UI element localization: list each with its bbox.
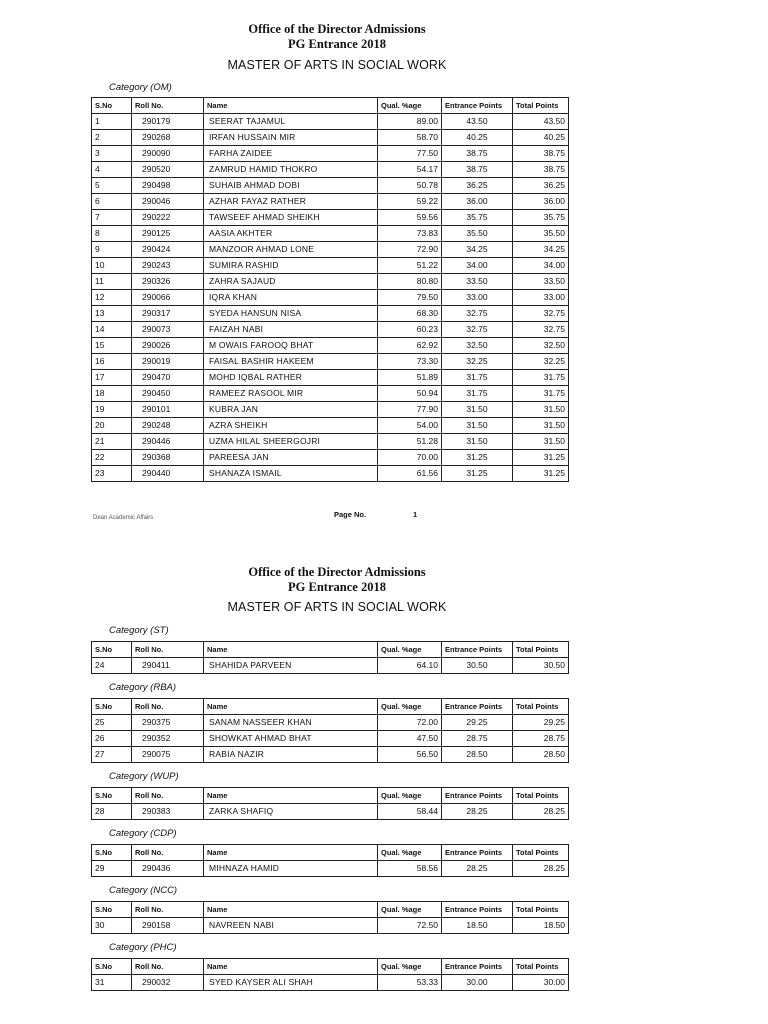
qual-cell: 53.33 — [378, 975, 442, 991]
name-cell: AZHAR FAYAZ RATHER — [204, 194, 378, 210]
sno-cell: 1 — [92, 114, 132, 130]
roll-cell: 290046 — [132, 194, 204, 210]
category-label: Category (OM) — [109, 82, 172, 93]
roll-cell: 290326 — [132, 274, 204, 290]
roll-cell: 290375 — [132, 715, 204, 731]
entrance-cell: 31.25 — [442, 466, 513, 482]
table-row — [92, 226, 569, 242]
merit-table — [91, 901, 569, 934]
name-cell: IQRA KHAN — [204, 290, 378, 306]
entrance-cell: 28.50 — [442, 747, 513, 763]
qual-cell: 59.22 — [378, 194, 442, 210]
total-cell: 29.25 — [513, 715, 569, 731]
roll-cell: 290026 — [132, 338, 204, 354]
total-cell: 38.75 — [513, 162, 569, 178]
col-header: Name — [204, 845, 378, 861]
name-cell: SYEDA HANSUN NISA — [204, 306, 378, 322]
entrance-cell: 38.75 — [442, 162, 513, 178]
roll-cell: 290317 — [132, 306, 204, 322]
qual-cell: 47.50 — [378, 731, 442, 747]
merit-table-body — [92, 98, 569, 482]
sno-cell: 14 — [92, 322, 132, 338]
roll-cell: 290424 — [132, 242, 204, 258]
merit-table — [91, 698, 569, 763]
qual-cell: 56.50 — [378, 747, 442, 763]
merit-table — [91, 844, 569, 877]
total-cell: 31.25 — [513, 466, 569, 482]
col-header: Roll No. — [132, 902, 204, 918]
name-cell: SYED KAYSER ALI SHAH — [204, 975, 378, 991]
name-cell: MANZOOR AHMAD LONE — [204, 242, 378, 258]
merit-table-body — [92, 902, 569, 934]
page-number-label: Page No. — [334, 510, 367, 519]
qual-cell: 51.89 — [378, 370, 442, 386]
entrance-cell: 28.25 — [442, 861, 513, 877]
qual-cell: 79.50 — [378, 290, 442, 306]
table-row — [92, 290, 569, 306]
total-cell: 33.00 — [513, 290, 569, 306]
name-cell: IRFAN HUSSAIN MIR — [204, 130, 378, 146]
total-cell: 28.50 — [513, 747, 569, 763]
name-cell: SUHAIB AHMAD DOBI — [204, 178, 378, 194]
col-sno-header: S.No — [92, 98, 132, 114]
table-row — [92, 338, 569, 354]
entrance-cell: 31.50 — [442, 434, 513, 450]
entrance-cell: 34.25 — [442, 242, 513, 258]
table-row — [92, 146, 569, 162]
roll-cell: 290248 — [132, 418, 204, 434]
table-row — [92, 450, 569, 466]
name-cell: SEERAT TAJAMUL — [204, 114, 378, 130]
sno-cell: 18 — [92, 386, 132, 402]
total-cell: 38.75 — [513, 146, 569, 162]
roll-cell: 290498 — [132, 178, 204, 194]
roll-cell: 290019 — [132, 354, 204, 370]
total-cell: 31.75 — [513, 370, 569, 386]
entrance-cell: 38.75 — [442, 146, 513, 162]
merit-table-body — [92, 788, 569, 820]
col-header: Entrance Points — [442, 845, 513, 861]
entrance-title: PG Entrance 2018 — [288, 37, 386, 51]
col-header: Roll No. — [132, 642, 204, 658]
name-cell: FAISAL BASHIR HAKEEM — [204, 354, 378, 370]
total-cell: 34.25 — [513, 242, 569, 258]
qual-cell: 60.23 — [378, 322, 442, 338]
total-cell: 31.50 — [513, 418, 569, 434]
col-header: Roll No. — [132, 699, 204, 715]
roll-cell: 290436 — [132, 861, 204, 877]
table-header-row — [92, 788, 569, 804]
table-row — [92, 114, 569, 130]
name-cell: UZMA HILAL SHEERGOJRI — [204, 434, 378, 450]
table-header-row — [92, 699, 569, 715]
qual-cell: 70.00 — [378, 450, 442, 466]
sno-cell: 15 — [92, 338, 132, 354]
merit-table-body — [92, 642, 569, 674]
category-label: Category (CDP) — [109, 828, 177, 839]
roll-cell: 290368 — [132, 450, 204, 466]
table-row — [92, 178, 569, 194]
col-header: Qual. %age — [378, 902, 442, 918]
name-cell: NAVREEN NABI — [204, 918, 378, 934]
merit-table — [91, 641, 569, 674]
qual-cell: 58.56 — [378, 861, 442, 877]
total-cell: 31.50 — [513, 402, 569, 418]
col-header: Total Points — [513, 699, 569, 715]
col-header: Entrance Points — [442, 902, 513, 918]
name-cell: ZAMRUD HAMID THOKRO — [204, 162, 378, 178]
roll-cell: 290101 — [132, 402, 204, 418]
sno-cell: 17 — [92, 370, 132, 386]
name-cell: ZARKA SHAFIQ — [204, 804, 378, 820]
office-title: Office of the Director Admissions — [248, 565, 426, 579]
sno-cell: 8 — [92, 226, 132, 242]
qual-cell: 73.30 — [378, 354, 442, 370]
roll-cell: 290470 — [132, 370, 204, 386]
roll-cell: 290222 — [132, 210, 204, 226]
sno-cell: 4 — [92, 162, 132, 178]
roll-cell: 290446 — [132, 434, 204, 450]
table-row — [92, 402, 569, 418]
table-header-row — [92, 642, 569, 658]
sno-cell: 12 — [92, 290, 132, 306]
roll-cell: 290075 — [132, 747, 204, 763]
col-header: S.No — [92, 642, 132, 658]
table-row — [92, 322, 569, 338]
table-row — [92, 715, 569, 731]
table-row — [92, 466, 569, 482]
name-cell: M OWAIS FAROOQ BHAT — [204, 338, 378, 354]
roll-cell: 290066 — [132, 290, 204, 306]
qual-cell: 50.78 — [378, 178, 442, 194]
roll-cell: 290411 — [132, 658, 204, 674]
qual-cell: 54.17 — [378, 162, 442, 178]
name-cell: SHANAZA ISMAIL — [204, 466, 378, 482]
table-row — [92, 370, 569, 386]
entrance-cell: 31.25 — [442, 450, 513, 466]
qual-cell: 61.56 — [378, 466, 442, 482]
name-cell: AZRA SHEIKH — [204, 418, 378, 434]
roll-cell: 290125 — [132, 226, 204, 242]
name-cell: ZAHRA SAJAUD — [204, 274, 378, 290]
total-cell: 40.25 — [513, 130, 569, 146]
col-header: Roll No. — [132, 845, 204, 861]
name-cell: SANAM NASSEER KHAN — [204, 715, 378, 731]
merit-table-body — [92, 845, 569, 877]
table-row — [92, 306, 569, 322]
roll-cell: 290032 — [132, 975, 204, 991]
entrance-cell: 30.50 — [442, 658, 513, 674]
entrance-cell: 32.75 — [442, 306, 513, 322]
sno-cell: 11 — [92, 274, 132, 290]
entrance-cell: 33.50 — [442, 274, 513, 290]
roll-cell: 290179 — [132, 114, 204, 130]
col-header: Total Points — [513, 902, 569, 918]
qual-cell: 72.00 — [378, 715, 442, 731]
course-title: MASTER OF ARTS IN SOCIAL WORK — [227, 600, 447, 614]
table-row — [92, 210, 569, 226]
sno-cell: 24 — [92, 658, 132, 674]
entrance-cell: 31.75 — [442, 386, 513, 402]
total-cell: 36.00 — [513, 194, 569, 210]
entrance-cell: 32.75 — [442, 322, 513, 338]
col-qual-header: Qual. %age — [378, 98, 442, 114]
qual-cell: 68.30 — [378, 306, 442, 322]
total-cell: 43.50 — [513, 114, 569, 130]
total-cell: 28.25 — [513, 804, 569, 820]
total-cell: 31.75 — [513, 386, 569, 402]
col-header: S.No — [92, 788, 132, 804]
col-header: Entrance Points — [442, 788, 513, 804]
dean-signature-label: Dean Academic Affairs — [93, 515, 154, 521]
sno-cell: 13 — [92, 306, 132, 322]
qual-cell: 77.90 — [378, 402, 442, 418]
page-number: 1 — [413, 510, 418, 519]
col-header: Roll No. — [132, 959, 204, 975]
name-cell: SHOWKAT AHMAD BHAT — [204, 731, 378, 747]
col-header: Name — [204, 902, 378, 918]
sno-cell: 5 — [92, 178, 132, 194]
total-cell: 28.25 — [513, 861, 569, 877]
entrance-cell: 31.50 — [442, 402, 513, 418]
sno-cell: 10 — [92, 258, 132, 274]
table-header-row — [92, 98, 569, 114]
name-cell: RAMEEZ RASOOL MIR — [204, 386, 378, 402]
table-row — [92, 804, 569, 820]
entrance-cell: 35.75 — [442, 210, 513, 226]
col-header: Entrance Points — [442, 699, 513, 715]
qual-cell: 73.83 — [378, 226, 442, 242]
sno-cell: 2 — [92, 130, 132, 146]
sno-cell: 23 — [92, 466, 132, 482]
table-row — [92, 747, 569, 763]
total-cell: 31.25 — [513, 450, 569, 466]
sno-cell: 16 — [92, 354, 132, 370]
table-row — [92, 658, 569, 674]
sno-cell: 28 — [92, 804, 132, 820]
col-name-header: Name — [204, 98, 378, 114]
total-cell: 18.50 — [513, 918, 569, 934]
total-cell: 28.75 — [513, 731, 569, 747]
entrance-cell: 32.50 — [442, 338, 513, 354]
col-header: Entrance Points — [442, 959, 513, 975]
merit-table-body — [92, 959, 569, 991]
col-header: Total Points — [513, 959, 569, 975]
course-title: MASTER OF ARTS IN SOCIAL WORK — [227, 58, 447, 72]
col-header: S.No — [92, 699, 132, 715]
name-cell: RABIA NAZIR — [204, 747, 378, 763]
name-cell: MOHD IQBAL RATHER — [204, 370, 378, 386]
entrance-cell: 28.25 — [442, 804, 513, 820]
entrance-cell: 31.50 — [442, 418, 513, 434]
col-header: S.No — [92, 959, 132, 975]
sno-cell: 26 — [92, 731, 132, 747]
qual-cell: 72.50 — [378, 918, 442, 934]
total-cell: 35.50 — [513, 226, 569, 242]
roll-cell: 290383 — [132, 804, 204, 820]
sno-cell: 3 — [92, 146, 132, 162]
entrance-cell: 32.25 — [442, 354, 513, 370]
merit-table — [91, 958, 569, 991]
table-header-row — [92, 959, 569, 975]
table-row — [92, 354, 569, 370]
col-header: S.No — [92, 902, 132, 918]
merit-table — [91, 97, 569, 482]
sno-cell: 22 — [92, 450, 132, 466]
entrance-cell: 35.50 — [442, 226, 513, 242]
col-header: S.No — [92, 845, 132, 861]
name-cell: KUBRA JAN — [204, 402, 378, 418]
name-cell: SUMIRA RASHID — [204, 258, 378, 274]
entrance-cell: 18.50 — [442, 918, 513, 934]
qual-cell: 58.70 — [378, 130, 442, 146]
table-header-row — [92, 902, 569, 918]
table-row — [92, 130, 569, 146]
total-cell: 36.25 — [513, 178, 569, 194]
table-row — [92, 861, 569, 877]
category-label: Category (WUP) — [109, 771, 179, 782]
table-row — [92, 242, 569, 258]
category-label: Category (PHC) — [109, 942, 177, 953]
col-header: Entrance Points — [442, 642, 513, 658]
sno-cell: 30 — [92, 918, 132, 934]
entrance-cell: 34.00 — [442, 258, 513, 274]
col-roll-header: Roll No. — [132, 98, 204, 114]
roll-cell: 290450 — [132, 386, 204, 402]
table-header-row — [92, 845, 569, 861]
table-row — [92, 434, 569, 450]
sno-cell: 7 — [92, 210, 132, 226]
qual-cell: 50.94 — [378, 386, 442, 402]
col-header: Name — [204, 959, 378, 975]
name-cell: PAREESA JAN — [204, 450, 378, 466]
entrance-cell: 29.25 — [442, 715, 513, 731]
qual-cell: 54.00 — [378, 418, 442, 434]
col-header: Qual. %age — [378, 788, 442, 804]
sno-cell: 19 — [92, 402, 132, 418]
roll-cell: 290158 — [132, 918, 204, 934]
roll-cell: 290440 — [132, 466, 204, 482]
total-cell: 33.50 — [513, 274, 569, 290]
category-label: Category (RBA) — [109, 682, 177, 693]
sno-cell: 25 — [92, 715, 132, 731]
col-header: Total Points — [513, 845, 569, 861]
table-row — [92, 386, 569, 402]
office-title: Office of the Director Admissions — [248, 22, 426, 36]
entrance-cell: 40.25 — [442, 130, 513, 146]
sno-cell: 6 — [92, 194, 132, 210]
entrance-title: PG Entrance 2018 — [288, 580, 386, 594]
qual-cell: 62.92 — [378, 338, 442, 354]
entrance-cell: 30.00 — [442, 975, 513, 991]
roll-cell: 290090 — [132, 146, 204, 162]
table-row — [92, 418, 569, 434]
total-cell: 32.50 — [513, 338, 569, 354]
qual-cell: 77.50 — [378, 146, 442, 162]
name-cell: FARHA ZAIDEE — [204, 146, 378, 162]
category-label: Category (ST) — [109, 625, 169, 636]
sno-cell: 31 — [92, 975, 132, 991]
col-entrance-header: Entrance Points — [442, 98, 513, 114]
sno-cell: 29 — [92, 861, 132, 877]
qual-cell: 59.56 — [378, 210, 442, 226]
table-row — [92, 194, 569, 210]
entrance-cell: 28.75 — [442, 731, 513, 747]
total-cell: 32.75 — [513, 306, 569, 322]
qual-cell: 64.10 — [378, 658, 442, 674]
table-row — [92, 731, 569, 747]
roll-cell: 290520 — [132, 162, 204, 178]
category-label: Category (NCC) — [109, 885, 178, 896]
name-cell: TAWSEEF AHMAD SHEIKH — [204, 210, 378, 226]
qual-cell: 51.28 — [378, 434, 442, 450]
sno-cell: 9 — [92, 242, 132, 258]
merit-table — [91, 787, 569, 820]
qual-cell: 80.80 — [378, 274, 442, 290]
total-cell: 30.50 — [513, 658, 569, 674]
table-row — [92, 258, 569, 274]
qual-cell: 89.00 — [378, 114, 442, 130]
col-header: Name — [204, 699, 378, 715]
name-cell: FAIZAH NABI — [204, 322, 378, 338]
col-total-header: Total Points — [513, 98, 569, 114]
entrance-cell: 31.75 — [442, 370, 513, 386]
qual-cell: 72.90 — [378, 242, 442, 258]
name-cell: AASIA AKHTER — [204, 226, 378, 242]
qual-cell: 51.22 — [378, 258, 442, 274]
col-header: Total Points — [513, 642, 569, 658]
col-header: Qual. %age — [378, 959, 442, 975]
roll-cell: 290352 — [132, 731, 204, 747]
total-cell: 34.00 — [513, 258, 569, 274]
entrance-cell: 33.00 — [442, 290, 513, 306]
col-header: Roll No. — [132, 788, 204, 804]
col-header: Name — [204, 788, 378, 804]
entrance-cell: 36.25 — [442, 178, 513, 194]
entrance-cell: 36.00 — [442, 194, 513, 210]
entrance-cell: 43.50 — [442, 114, 513, 130]
total-cell: 31.50 — [513, 434, 569, 450]
table-row — [92, 918, 569, 934]
roll-cell: 290268 — [132, 130, 204, 146]
col-header: Qual. %age — [378, 699, 442, 715]
name-cell: MIHNAZA HAMID — [204, 861, 378, 877]
total-cell: 30.00 — [513, 975, 569, 991]
name-cell: SHAHIDA PARVEEN — [204, 658, 378, 674]
sno-cell: 20 — [92, 418, 132, 434]
sno-cell: 27 — [92, 747, 132, 763]
total-cell: 35.75 — [513, 210, 569, 226]
col-header: Name — [204, 642, 378, 658]
merit-table-body — [92, 699, 569, 763]
col-header: Qual. %age — [378, 845, 442, 861]
col-header: Total Points — [513, 788, 569, 804]
total-cell: 32.75 — [513, 322, 569, 338]
table-row — [92, 975, 569, 991]
table-row — [92, 162, 569, 178]
qual-cell: 58.44 — [378, 804, 442, 820]
roll-cell: 290243 — [132, 258, 204, 274]
sno-cell: 21 — [92, 434, 132, 450]
table-row — [92, 274, 569, 290]
roll-cell: 290073 — [132, 322, 204, 338]
col-header: Qual. %age — [378, 642, 442, 658]
total-cell: 32.25 — [513, 354, 569, 370]
